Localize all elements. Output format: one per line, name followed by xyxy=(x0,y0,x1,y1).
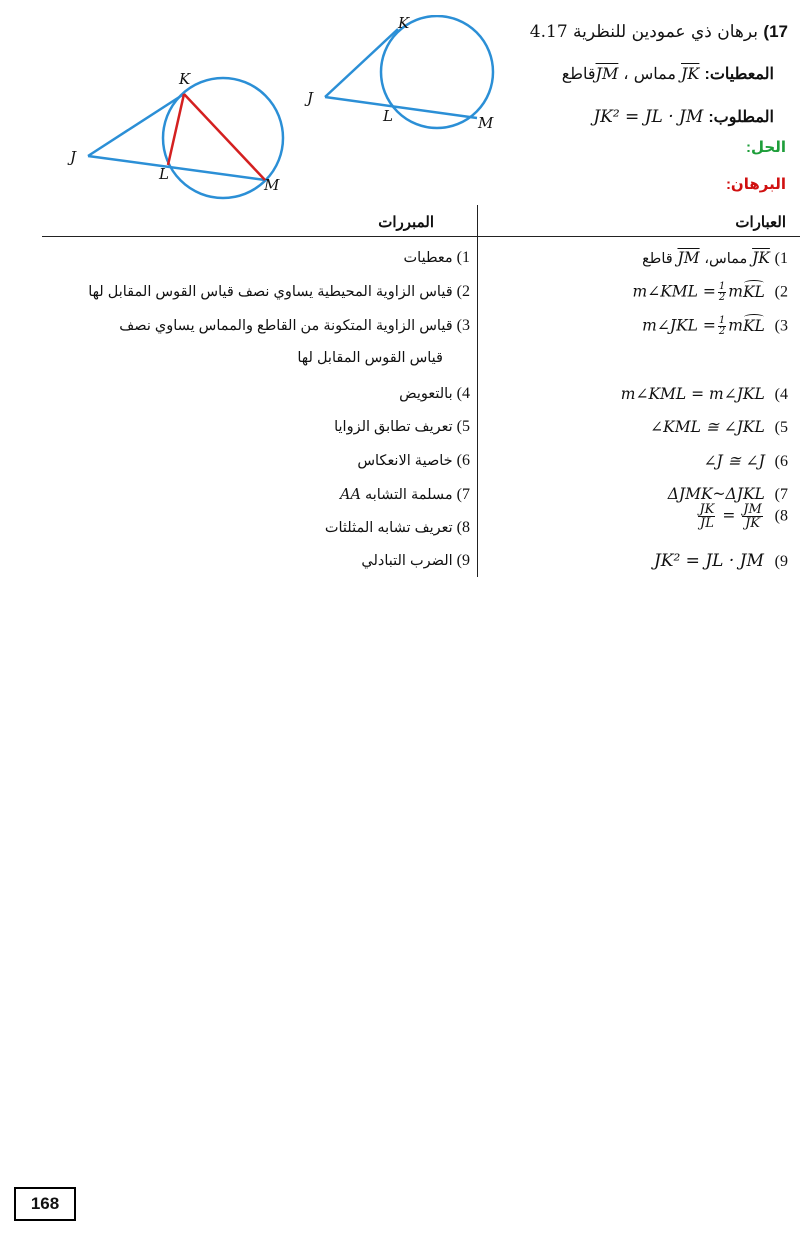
reason-row-9: 9) الضرب التبادلي xyxy=(361,552,470,569)
label-j-right: J xyxy=(307,89,314,107)
statement-row-1: 1) $\overline{JK}$ مماس، $\overline{JM}$ قاطع xyxy=(642,249,788,267)
label-k-right: K xyxy=(398,14,410,32)
problem-title: برهان ذي عمودين للنظرية 4.17 xyxy=(529,22,758,42)
chord-kl xyxy=(168,94,184,165)
statement-row-7: ΔJMK~ΔJKL (7 xyxy=(667,485,788,503)
label-m-right: M xyxy=(478,114,494,132)
problem-number: 17) xyxy=(763,22,788,41)
label-j-left: J xyxy=(70,148,77,166)
given-label: المعطيات: xyxy=(704,66,774,83)
statement-row-9: JK² = JL · JM (9 xyxy=(653,551,788,571)
proof-label: البرهان: xyxy=(725,176,786,193)
given-line: المعطيات: $\overline{JK}$ مماس ، $\overline{JM}قاطع$ xyxy=(561,64,774,83)
tangent-jk-right xyxy=(325,29,398,97)
reason-row-8: 8) تعريف تشابه المثلثات xyxy=(324,519,470,536)
solution-label: الحل: xyxy=(746,139,786,156)
circle-right xyxy=(381,16,493,128)
label-k-left: K xyxy=(179,70,191,88)
chord-km xyxy=(184,94,265,180)
label-m-left: M xyxy=(264,176,280,194)
statements-header: العبارات xyxy=(735,214,786,231)
prove-label: المطلوب: xyxy=(708,109,774,126)
statement-row-8: $\frac{JK}{JL}$ = $\frac{JM}{JK}$ (8 xyxy=(699,502,788,531)
given-secant-word: قاطع xyxy=(561,64,596,83)
table-column-divider xyxy=(477,205,478,577)
reason-row-7: 7) مسلمة التشابه AA xyxy=(339,486,470,503)
page-number: 168 xyxy=(14,1187,76,1221)
label-l-left: L xyxy=(159,165,169,183)
given-segment-jk: $\overline{JK}$ xyxy=(681,64,700,83)
reason-row-4: 4) بالتعويض xyxy=(399,385,470,402)
given-segment-jm: $\overline{JM}$ xyxy=(595,64,619,83)
reason-row-1: 1) معطيات xyxy=(403,249,470,266)
statement-row-2: m∠KML = $\frac{1}{2}$ mKL (2 xyxy=(632,281,788,303)
reason-row-3-continued: قياس القوس المقابل لها xyxy=(297,350,443,366)
reason-row-5: 5) تعريف تطابق الزوايا xyxy=(334,418,470,435)
reason-row-2: 2) قياس الزاوية المحيطية يساوي نصف قياس القوس المقابل لها xyxy=(88,283,470,300)
tangent-jk-left xyxy=(88,94,184,156)
statement-row-6: ∠J ≅ ∠J (6 xyxy=(703,452,788,470)
reason-row-6: 6) خاصية الانعكاس xyxy=(357,452,470,469)
table-header-divider xyxy=(42,236,800,237)
problem-title-line xyxy=(530,22,788,42)
prove-line xyxy=(593,107,774,127)
statement-row-3: m∠JKL = $\frac{1}{2}$ mKL (3 xyxy=(642,315,788,337)
statement-row-5: ∠KML ≅ ∠JKL (5 xyxy=(650,418,788,436)
prove-expression: JK² = JL · JM xyxy=(593,107,704,127)
reasons-header: المبررات xyxy=(378,214,434,231)
statement-row-4: m∠KML = m∠JKL (4 xyxy=(620,385,788,403)
label-l-right: L xyxy=(383,107,393,125)
given-tangent-word: مماس xyxy=(633,64,676,83)
reason-row-3: 3) قياس الزاوية المتكونة من القاطع والمماس يساوي نصف xyxy=(119,317,470,334)
